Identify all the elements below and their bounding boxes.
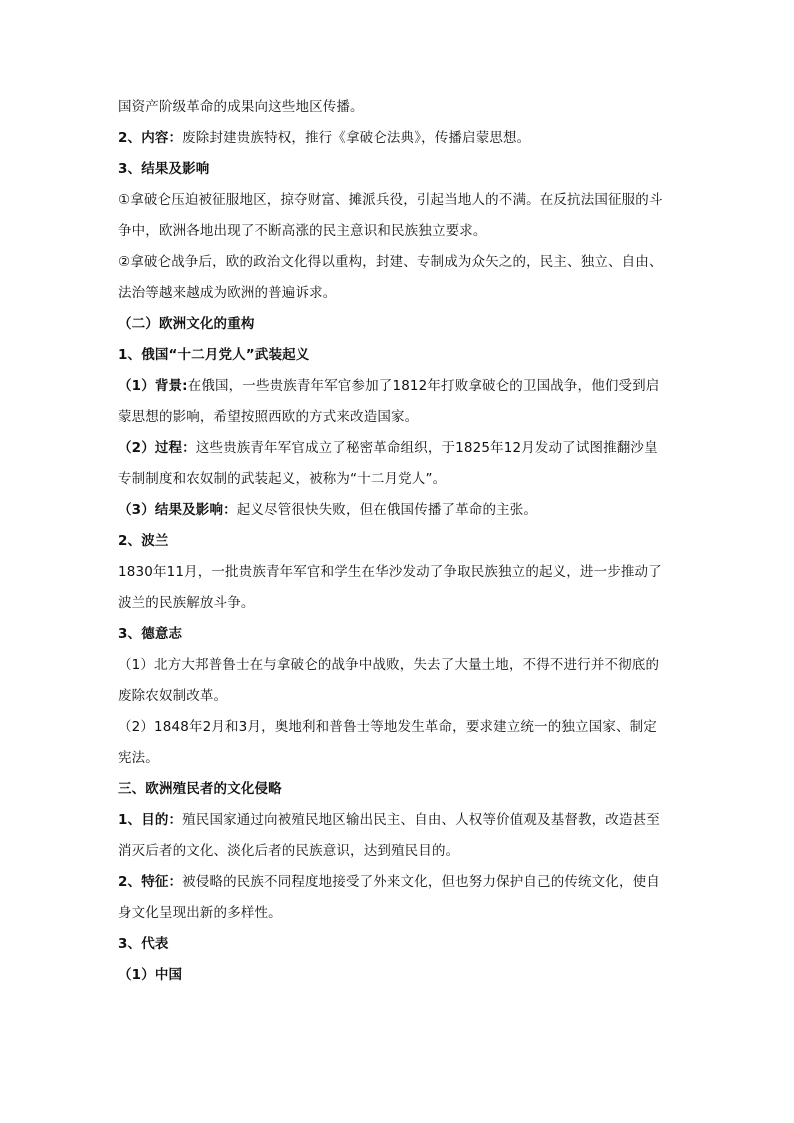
text-line: 专制制度和农奴制的武装起义，被称为“十二月党人”。	[118, 471, 447, 487]
text-line: 2、特征：被侵略的民族不同程度地接受了外来文化，但也努力保护自己的传统文化，使自	[118, 874, 660, 890]
text-line: （2）过程：这些贵族青年军官成立了秘密革命组织，于1825年12月发动了试图推翻沙皇	[118, 440, 658, 456]
section-heading: 3、结果及影响	[118, 161, 210, 177]
section-heading: 3、代表	[118, 936, 169, 952]
text-line: （1）背景:在俄国，一些贵族青年军官参加了1812年打败拿破仑的卫国战争，他们受到启	[118, 378, 660, 394]
text-line: ②拿破仑战争后，欧的政治文化得以重构，封建、专制成为众矢之的，民主、独立、自由、	[118, 254, 663, 270]
text-line: 宪法。	[118, 750, 159, 766]
text-line: 2、内容：废除封建贵族特权，推行《拿破仑法典》，传播启蒙思想。	[118, 130, 531, 146]
text-line: 消灭后者的文化、淡化后者的民族意识，达到殖民目的。	[118, 843, 460, 859]
text-line: 国资产阶级革命的成果向这些地区传播。	[118, 99, 364, 115]
section-heading: （二）欧洲文化的重构	[118, 316, 255, 332]
section-heading: 三、欧洲殖民者的文化侵略	[118, 781, 282, 797]
section-heading: 1、俄国“十二月党人”武装起义	[118, 347, 310, 363]
text-line: （2）1848年2月和3月，奥地利和普鲁士等地发生革命，要求建立统一的独立国家、制定	[118, 719, 657, 735]
text-line: （1）北方大邦普鲁士在与拿破仑的战争中战败，失去了大量土地，不得不进行并不彻底的	[118, 657, 660, 673]
section-heading: 3、德意志	[118, 626, 183, 642]
text-line: 争中，欧洲各地出现了不断高涨的民主意识和民族独立要求。	[118, 223, 487, 239]
text-line: 法治等越来越成为欧洲的普遍诉求。	[118, 285, 337, 301]
text-line: 蒙思想的影响，希望按照西欧的方式来改造国家。	[118, 409, 419, 425]
text-line: ①拿破仑压迫被征服地区，掠夺财富、摊派兵役，引起当地人的不满。在反抗法国征服的斗	[118, 192, 663, 208]
text-line: 废除农奴制改革。	[118, 688, 228, 704]
text-line: 1、目的：殖民国家通过向被殖民地区输出民主、自由、人权等价值观及基督教，改造甚至	[118, 812, 660, 828]
text-line: （3）结果及影响：起义尽管很快失败，但在俄国传播了革命的主张。	[118, 502, 538, 518]
text-line: 1830年11月，一批贵族青年军官和学生在华沙发动了争取民族独立的起义，进一步推动了	[118, 564, 662, 580]
text-line: 身文化呈现出新的多样性。	[118, 905, 282, 921]
section-heading: 2、波兰	[118, 533, 169, 549]
text-line: 波兰的民族解放斗争。	[118, 595, 255, 611]
section-heading: （1）中国	[118, 967, 183, 983]
document-body	[118, 92, 678, 991]
